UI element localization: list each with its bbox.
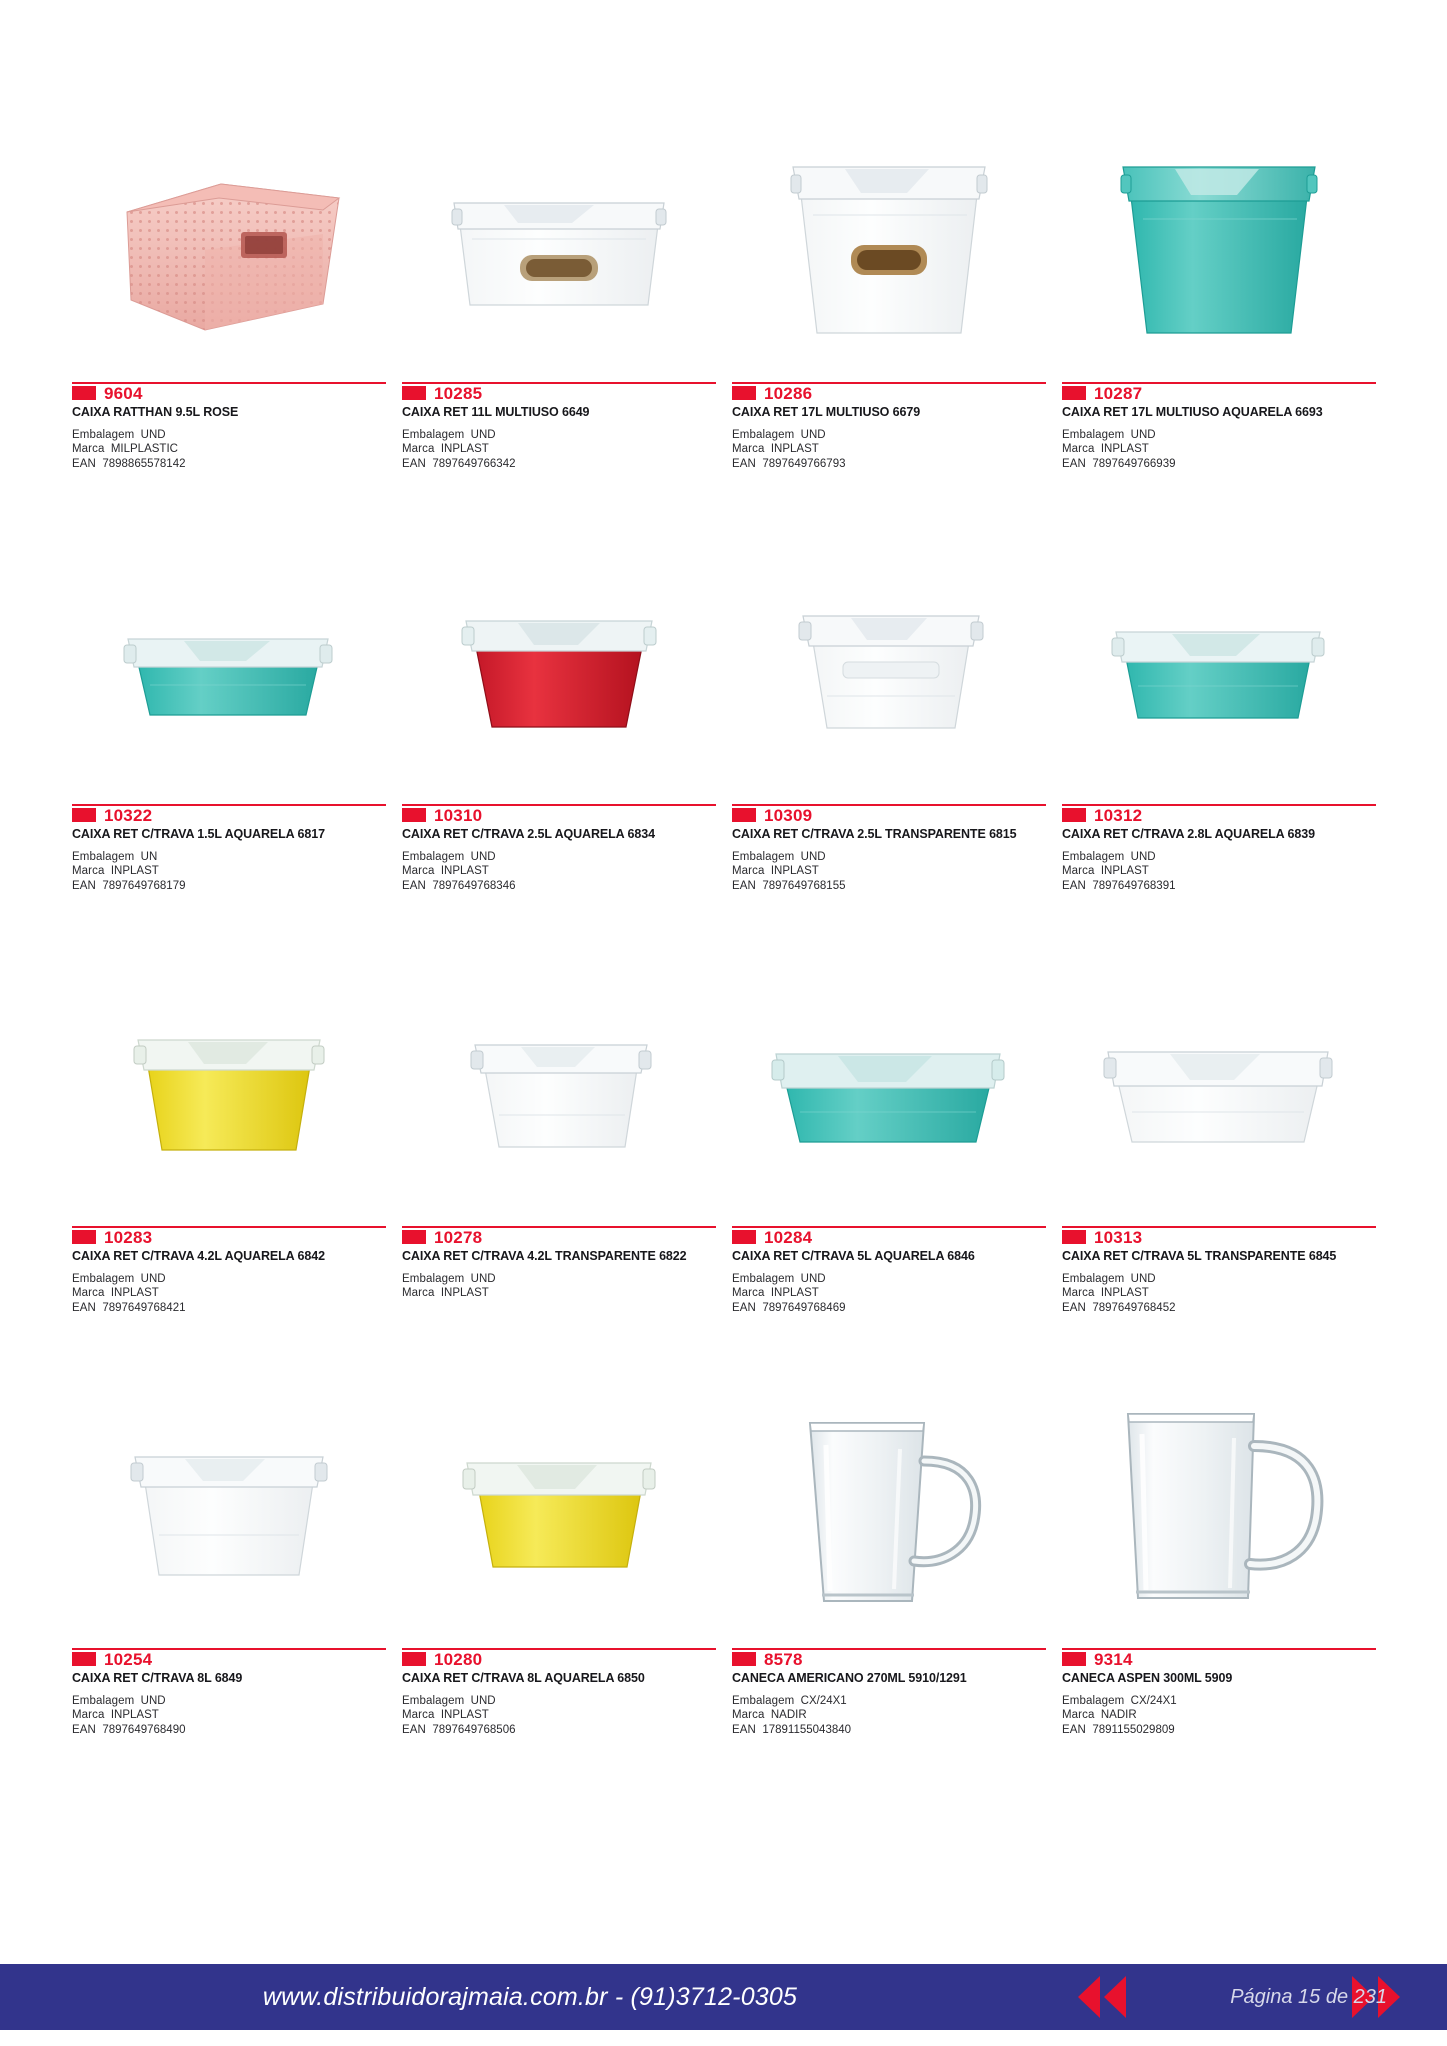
- product-meta: [1062, 1272, 1376, 1316]
- product-code: 9604: [104, 384, 143, 403]
- product-code: 9314: [1094, 1650, 1133, 1669]
- meta-label-ean: EAN: [732, 1724, 756, 1737]
- meta-value-embalagem: UND: [470, 850, 496, 863]
- meta-label-embalagem: Embalagem: [402, 1272, 465, 1285]
- product-card[interactable]: [1054, 120, 1384, 542]
- meta-label-ean: EAN: [1062, 1724, 1086, 1737]
- product-code-bar: [1062, 1648, 1376, 1670]
- meta-label-marca: Marca: [402, 865, 435, 878]
- meta-value-marca: INPLAST: [440, 1709, 489, 1722]
- product-meta: [402, 428, 716, 471]
- product-row: [64, 542, 1384, 964]
- product-meta: [732, 1694, 1046, 1738]
- product-code-bar: [1062, 804, 1376, 826]
- product-image-caixa-trava-transparente-larga: [1062, 964, 1376, 1222]
- product-card[interactable]: [64, 542, 394, 964]
- meta-label-marca: Marca: [1062, 443, 1095, 456]
- product-image-caixa-trava-aquarela-baixa: [72, 542, 386, 800]
- meta-value-ean: 7897649766939: [1092, 458, 1176, 471]
- product-meta: [402, 850, 716, 893]
- meta-label-embalagem: Embalagem: [1062, 428, 1125, 441]
- product-code-bar: [402, 1648, 716, 1670]
- code-swatch: [1062, 808, 1086, 822]
- product-title: CAIXA RET C/TRAVA 5L AQUARELA 6846: [732, 1249, 975, 1263]
- meta-value-embalagem: UND: [140, 1272, 166, 1285]
- product-code: 10287: [1094, 384, 1143, 403]
- product-image-caneca-aspen: [1062, 1386, 1376, 1644]
- meta-value-embalagem: CX/24X1: [1130, 1694, 1177, 1707]
- product-card[interactable]: [394, 964, 724, 1386]
- meta-label-marca: Marca: [732, 1709, 765, 1722]
- meta-value-ean: 7897649768391: [1092, 880, 1176, 893]
- meta-label-marca: Marca: [402, 1709, 435, 1722]
- product-code: 10254: [104, 1650, 153, 1669]
- product-card[interactable]: [724, 120, 1054, 542]
- product-meta: [72, 428, 386, 471]
- product-title: CAIXA RET C/TRAVA 2.5L TRANSPARENTE 6815: [732, 827, 1017, 841]
- meta-value-embalagem: UND: [470, 1694, 496, 1707]
- meta-value-embalagem: UND: [470, 1272, 496, 1285]
- product-title: CAIXA RET C/TRAVA 8L AQUARELA 6850: [402, 1671, 645, 1685]
- product-image-caixa-trava-transparente-alta: [732, 542, 1046, 800]
- product-code-bar: [72, 804, 386, 826]
- product-code-bar: [402, 804, 716, 826]
- meta-label-marca: Marca: [732, 865, 765, 878]
- meta-label-embalagem: Embalagem: [732, 1272, 795, 1285]
- meta-value-marca: NADIR: [770, 1709, 807, 1722]
- meta-value-embalagem: UND: [140, 1694, 166, 1707]
- product-title: CAIXA RET C/TRAVA 1.5L AQUARELA 6817: [72, 827, 325, 841]
- product-card[interactable]: [394, 120, 724, 542]
- product-code: 10322: [104, 806, 153, 825]
- product-code: 10283: [104, 1228, 153, 1247]
- product-code-bar: [72, 382, 386, 404]
- product-card[interactable]: [1054, 964, 1384, 1386]
- product-grid: [64, 120, 1384, 1808]
- meta-value-ean: 7897649768346: [432, 880, 516, 893]
- product-image-caixa-trava-aquarela-larga: [732, 964, 1046, 1222]
- product-meta: [72, 1272, 386, 1316]
- code-swatch: [402, 386, 426, 400]
- meta-label-embalagem: Embalagem: [732, 428, 795, 441]
- meta-value-marca: INPLAST: [1100, 1287, 1149, 1300]
- meta-label-embalagem: Embalagem: [402, 850, 465, 863]
- product-meta: [72, 1694, 386, 1738]
- meta-label-marca: Marca: [72, 865, 105, 878]
- meta-label-marca: Marca: [1062, 865, 1095, 878]
- product-image-caixa-ret-transparente-baixa: [402, 120, 716, 378]
- product-image-caixa-trava-transparente-media: [402, 964, 716, 1222]
- product-code-bar: [732, 382, 1046, 404]
- meta-value-ean: 7897649768490: [102, 1724, 186, 1737]
- meta-value-ean: 7891155029809: [1092, 1724, 1175, 1737]
- meta-label-ean: EAN: [1062, 880, 1086, 893]
- page-indicator: Página 15 de 231: [1230, 1985, 1387, 2008]
- meta-value-embalagem: UND: [1130, 428, 1156, 441]
- product-card[interactable]: [64, 120, 394, 542]
- meta-value-marca: INPLAST: [770, 1287, 819, 1300]
- meta-value-embalagem: UND: [1130, 1272, 1156, 1285]
- code-swatch: [1062, 386, 1086, 400]
- meta-label-embalagem: Embalagem: [72, 1272, 135, 1285]
- meta-value-marca: INPLAST: [110, 865, 159, 878]
- meta-value-ean: 7897649768421: [102, 1302, 186, 1315]
- meta-value-marca: INPLAST: [770, 865, 819, 878]
- meta-value-embalagem: UND: [800, 850, 826, 863]
- meta-label-embalagem: Embalagem: [732, 1694, 795, 1707]
- code-swatch: [732, 386, 756, 400]
- meta-label-embalagem: Embalagem: [732, 850, 795, 863]
- meta-label-embalagem: Embalagem: [402, 1694, 465, 1707]
- chevron-left-icon: [1104, 1976, 1126, 2018]
- meta-value-ean: 7897649766342: [432, 458, 516, 471]
- product-code: 10278: [434, 1228, 483, 1247]
- product-card[interactable]: [394, 542, 724, 964]
- meta-label-marca: Marca: [1062, 1287, 1095, 1300]
- product-row: [64, 964, 1384, 1386]
- product-code-bar: [72, 1226, 386, 1248]
- product-code-bar: [402, 382, 716, 404]
- meta-value-marca: NADIR: [1100, 1709, 1137, 1722]
- product-meta: [72, 850, 386, 893]
- meta-label-marca: Marca: [1062, 1709, 1095, 1722]
- product-meta: [402, 1272, 716, 1301]
- product-title: CAIXA RET C/TRAVA 5L TRANSPARENTE 6845: [1062, 1249, 1337, 1263]
- meta-value-embalagem: UND: [470, 428, 496, 441]
- product-code: 10312: [1094, 806, 1143, 825]
- meta-label-embalagem: Embalagem: [402, 428, 465, 441]
- product-code-bar: [732, 1226, 1046, 1248]
- meta-label-ean: EAN: [732, 1302, 756, 1315]
- code-swatch: [72, 1230, 96, 1244]
- meta-value-marca: INPLAST: [770, 443, 819, 456]
- product-title: CAIXA RET 17L MULTIUSO AQUARELA 6693: [1062, 405, 1323, 419]
- meta-value-marca: MILPLASTIC: [110, 443, 178, 456]
- meta-label-marca: Marca: [72, 443, 105, 456]
- product-title: CAIXA RET C/TRAVA 4.2L AQUARELA 6842: [72, 1249, 325, 1263]
- product-code: 10309: [764, 806, 813, 825]
- product-card[interactable]: [1054, 542, 1384, 964]
- meta-label-marca: Marca: [402, 1287, 435, 1300]
- product-title: CANECA ASPEN 300ML 5909: [1062, 1671, 1233, 1685]
- product-code-bar: [1062, 1226, 1376, 1248]
- code-swatch: [72, 808, 96, 822]
- meta-value-ean: 7897649766793: [762, 458, 846, 471]
- meta-value-embalagem: UND: [140, 428, 166, 441]
- meta-label-ean: EAN: [72, 458, 96, 471]
- product-meta: [1062, 850, 1376, 893]
- product-code: 10313: [1094, 1228, 1143, 1247]
- product-code: 10286: [764, 384, 813, 403]
- product-card[interactable]: [724, 542, 1054, 964]
- chevron-left-icon: [1078, 1976, 1100, 2018]
- meta-value-marca: INPLAST: [440, 865, 489, 878]
- product-code: 10284: [764, 1228, 813, 1247]
- meta-label-ean: EAN: [72, 880, 96, 893]
- meta-label-marca: Marca: [732, 1287, 765, 1300]
- product-code: 8578: [764, 1650, 803, 1669]
- product-meta: [732, 850, 1046, 893]
- product-code-bar: [72, 1648, 386, 1670]
- product-image-caixa-ret-17l-aquarela: [1062, 120, 1376, 378]
- product-title: CAIXA RET 11L MULTIUSO 6649: [402, 405, 590, 419]
- meta-label-ean: EAN: [1062, 1302, 1086, 1315]
- product-image-caixa-trava-8l-amarela: [402, 1386, 716, 1644]
- product-title: CAIXA RET C/TRAVA 2.8L AQUARELA 6839: [1062, 827, 1315, 841]
- code-swatch: [72, 386, 96, 400]
- product-card[interactable]: [724, 964, 1054, 1386]
- product-title: CAIXA RET 17L MULTIUSO 6679: [732, 405, 921, 419]
- meta-label-marca: Marca: [72, 1709, 105, 1722]
- meta-label-ean: EAN: [402, 458, 426, 471]
- product-title: CAIXA RET C/TRAVA 8L 6849: [72, 1671, 243, 1685]
- code-swatch: [732, 1652, 756, 1666]
- code-swatch: [402, 1230, 426, 1244]
- product-meta: [732, 428, 1046, 471]
- product-title: CANECA AMERICANO 270ML 5910/1291: [732, 1671, 967, 1685]
- product-card[interactable]: [1054, 1386, 1384, 1808]
- code-swatch: [402, 808, 426, 822]
- product-meta: [732, 1272, 1046, 1316]
- product-meta: [1062, 1694, 1376, 1738]
- footer-website-link[interactable]: www.distribuidorajmaia.com.br - (91)3712-0305: [262, 1982, 798, 2011]
- meta-label-ean: EAN: [732, 458, 756, 471]
- product-image-caixa-trava-amarela: [72, 964, 386, 1222]
- meta-label-embalagem: Embalagem: [1062, 1694, 1125, 1707]
- product-card[interactable]: [724, 1386, 1054, 1808]
- product-image-caixa-trava-8l-transparente: [72, 1386, 386, 1644]
- meta-label-ean: EAN: [732, 880, 756, 893]
- meta-value-ean: 7897649768506: [432, 1724, 516, 1737]
- meta-value-marca: INPLAST: [440, 443, 489, 456]
- meta-label-ean: EAN: [72, 1724, 96, 1737]
- meta-value-marca: INPLAST: [1100, 443, 1149, 456]
- product-row: [64, 120, 1384, 542]
- product-code-bar: [732, 1648, 1046, 1670]
- code-swatch: [402, 1652, 426, 1666]
- product-meta: [1062, 428, 1376, 472]
- meta-value-embalagem: CX/24X1: [800, 1694, 847, 1707]
- product-code: 10310: [434, 806, 483, 825]
- meta-value-marca: INPLAST: [440, 1287, 489, 1300]
- product-card[interactable]: [64, 1386, 394, 1808]
- product-image-caixa-trava-aquarela-media: [1062, 542, 1376, 800]
- product-code: 10280: [434, 1650, 483, 1669]
- meta-label-embalagem: Embalagem: [1062, 1272, 1125, 1285]
- meta-label-embalagem: Embalagem: [1062, 850, 1125, 863]
- meta-value-ean: 7897649768179: [102, 880, 186, 893]
- meta-value-ean: 7897649768452: [1092, 1302, 1176, 1315]
- meta-label-ean: EAN: [402, 880, 426, 893]
- meta-value-marca: INPLAST: [110, 1287, 159, 1300]
- code-swatch: [1062, 1230, 1086, 1244]
- product-title: CAIXA RET C/TRAVA 4.2L TRANSPARENTE 6822: [402, 1249, 687, 1263]
- product-image-caneca-americano: [732, 1386, 1046, 1644]
- meta-value-embalagem: UND: [800, 428, 826, 441]
- meta-value-ean: 7897649768469: [762, 1302, 846, 1315]
- code-swatch: [732, 1230, 756, 1244]
- meta-value-marca: INPLAST: [1100, 865, 1149, 878]
- meta-label-embalagem: Embalagem: [72, 428, 135, 441]
- product-code-bar: [1062, 382, 1376, 404]
- meta-value-embalagem: UND: [1130, 850, 1156, 863]
- product-code-bar: [402, 1226, 716, 1248]
- meta-label-ean: EAN: [402, 1724, 426, 1737]
- meta-label-embalagem: Embalagem: [72, 850, 135, 863]
- product-meta: [402, 1694, 716, 1738]
- product-image-caixa-trava-vermelha: [402, 542, 716, 800]
- meta-value-embalagem: UN: [140, 850, 158, 863]
- meta-label-marca: Marca: [732, 443, 765, 456]
- product-card[interactable]: [394, 1386, 724, 1808]
- product-title: CAIXA RET C/TRAVA 2.5L AQUARELA 6834: [402, 827, 655, 841]
- product-code-bar: [732, 804, 1046, 826]
- code-swatch: [732, 808, 756, 822]
- meta-label-ean: EAN: [72, 1302, 96, 1315]
- product-code: 10285: [434, 384, 483, 403]
- meta-value-ean: 7897649768155: [762, 880, 846, 893]
- meta-label-embalagem: Embalagem: [72, 1694, 135, 1707]
- product-card[interactable]: [64, 964, 394, 1386]
- code-swatch: [72, 1652, 96, 1666]
- code-swatch: [1062, 1652, 1086, 1666]
- product-row: [64, 1386, 1384, 1808]
- meta-value-ean: 7898865578142: [102, 458, 186, 471]
- meta-label-ean: EAN: [1062, 458, 1086, 471]
- product-title: CAIXA RATTHAN 9.5L ROSE: [72, 405, 239, 419]
- meta-label-marca: Marca: [72, 1287, 105, 1300]
- meta-label-marca: Marca: [402, 443, 435, 456]
- product-image-caixa-ret-17l-transparente: [732, 120, 1046, 378]
- meta-value-embalagem: UND: [800, 1272, 826, 1285]
- page-footer: [0, 1926, 1447, 2046]
- meta-value-ean: 17891155043840: [762, 1724, 852, 1737]
- meta-value-marca: INPLAST: [110, 1709, 159, 1722]
- product-image-caixa-rattan-rose: [72, 120, 386, 378]
